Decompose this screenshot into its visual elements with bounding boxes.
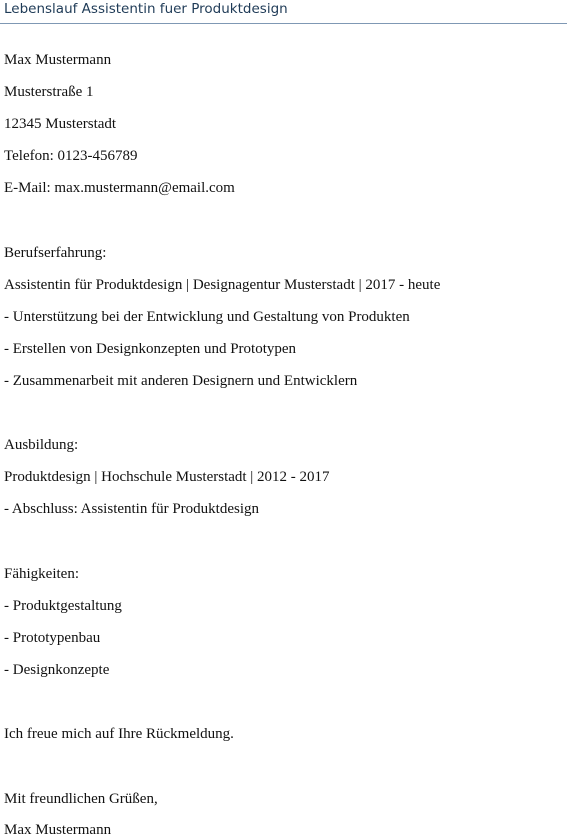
contact-name: Max Mustermann	[4, 52, 112, 68]
experience-position: Assistentin für Produktdesign | Designagentur Musterstadt | 2017 - heute	[4, 277, 441, 293]
list-item: - Zusammenarbeit mit anderen Designern und Entwicklern	[4, 373, 358, 389]
contact-street: Musterstraße 1	[4, 84, 94, 100]
closing-greeting: Mit freundlichen Grüßen,	[4, 791, 158, 807]
closing-text: Ich freue mich auf Ihre Rückmeldung.	[4, 726, 234, 742]
list-item: - Designkonzepte	[4, 662, 110, 678]
education-entry: Produktdesign | Hochschule Musterstadt | 2012 - 2017	[4, 469, 330, 485]
document-header	[0, 0, 567, 25]
list-item: - Abschluss: Assistentin für Produktdesign	[4, 501, 260, 517]
document-title: Lebenslauf Assistentin fuer Produktdesign	[4, 1, 288, 17]
list-item: - Unterstützung bei der Entwicklung und Gestaltung von Produkten	[4, 309, 410, 325]
signature: Max Mustermann	[4, 822, 112, 838]
contact-city: 12345 Musterstadt	[4, 116, 117, 132]
skills-heading: Fähigkeiten:	[4, 566, 79, 582]
list-item: - Erstellen von Designkonzepten und Prototypen	[4, 341, 297, 357]
contact-email: E-Mail: max.mustermann@email.com	[4, 180, 235, 196]
list-item: - Prototypenbau	[4, 630, 101, 646]
education-heading: Ausbildung:	[4, 437, 79, 453]
experience-heading: Berufserfahrung:	[4, 245, 107, 261]
list-item: - Produktgestaltung	[4, 598, 122, 614]
header-divider	[0, 23, 567, 24]
contact-phone: Telefon: 0123-456789	[4, 148, 138, 164]
